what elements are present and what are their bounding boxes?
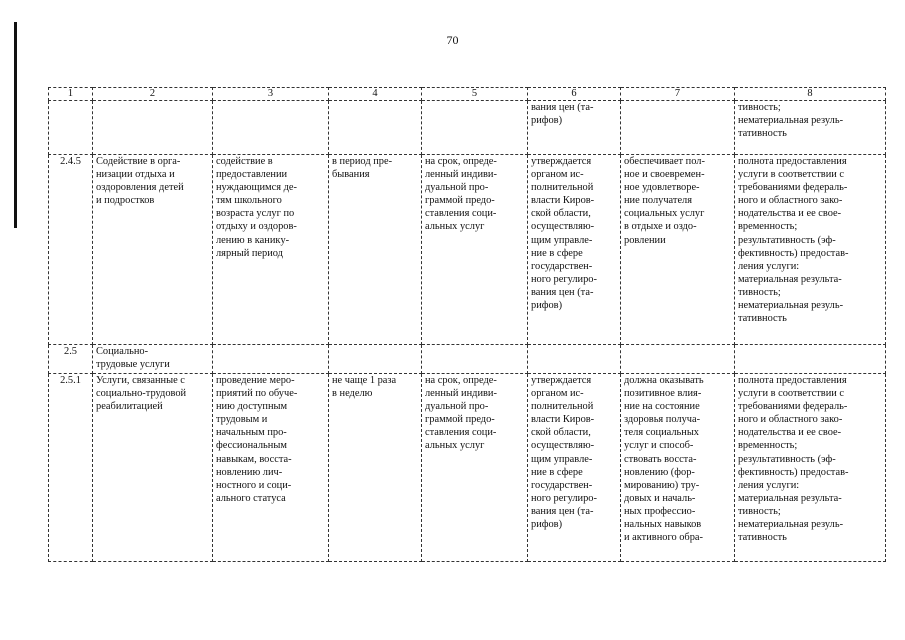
- row-number-cell: [49, 101, 93, 155]
- table-row: [49, 345, 886, 374]
- tariff-cell: вания цен (та- рифов): [528, 101, 621, 155]
- row-number-cell: 2.5.1: [49, 374, 93, 562]
- services-table: [48, 87, 886, 562]
- quality-criteria-cell: должна оказывать позитивное влия- ние на состояние здоровья получа- теля социальных услуг и способ- ствовать восста- новлению (фор- мированию) тру- довых и началь- ных профессио- нальных навыков и активного обра-: [621, 374, 735, 562]
- service-term-cell: не чаще 1 раза в неделю: [329, 374, 422, 562]
- tariff-cell: утверждается органом ис- полнительной власти Киров- ской области, осуществляю- щим управле- ние в сфере государствен- ного регулиро- вания цен (та- рифов): [528, 374, 621, 562]
- service-content-cell: проведение меро- приятий по обуче- нию доступным трудовым и начальным про- фессиональным навыкам, восста- новлению лич- ностного и соци- ального статуса: [213, 374, 329, 562]
- column-header: 3: [213, 88, 329, 101]
- procedure-cell: на срок, опреде- ленный индиви- дуальной про- граммой предо- ставления соци- альных услуг: [422, 155, 528, 345]
- service-content-cell: [213, 345, 329, 374]
- service-term-cell: [329, 345, 422, 374]
- quality-indicators-cell: полнота предоставления услуги в соответствии с требованиями федераль- ного и областного зако- нодательства и ее свое- временность; результативность (эф- фективность) предостав- ления услуги: материальная результа- тивность; нематериальная резуль- тативность: [735, 155, 886, 345]
- quality-criteria-cell: [621, 101, 735, 155]
- column-header: 2: [93, 88, 213, 101]
- row-number-cell: 2.5: [49, 345, 93, 374]
- quality-criteria-cell: [621, 345, 735, 374]
- column-header: 6: [528, 88, 621, 101]
- service-term-cell: в период пре- бывания: [329, 155, 422, 345]
- service-content-cell: содействие в предоставлении нуждающимся де- тям школьного возраста услуг по отдыху и оздоров- лению в каникy- лярный период: [213, 155, 329, 345]
- table-row: [49, 155, 886, 345]
- service-name-cell: [93, 101, 213, 155]
- column-header: 5: [422, 88, 528, 101]
- procedure-cell: на срок, опреде- ленный индиви- дуальной про- граммой предо- ставления соци- альных услуг: [422, 374, 528, 562]
- column-header: 1: [49, 88, 93, 101]
- procedure-cell: [422, 101, 528, 155]
- service-name-cell: Социально- трудовые услуги: [93, 345, 213, 374]
- table-header-row: [49, 88, 886, 101]
- service-term-cell: [329, 101, 422, 155]
- table-row: [49, 374, 886, 562]
- quality-indicators-cell: тивность; нематериальная резуль- тативность: [735, 101, 886, 155]
- table-row: [49, 101, 886, 155]
- column-header: 4: [329, 88, 422, 101]
- row-number-cell: 2.4.5: [49, 155, 93, 345]
- quality-criteria-cell: обеспечивает пол- ное и своевремен- ное удовлетворе- ние получателя социальных услуг в отдыхе и оздо- ровлении: [621, 155, 735, 345]
- service-name-cell: Содействие в орга- низации отдыха и оздоровления детей и подростков: [93, 155, 213, 345]
- service-content-cell: [213, 101, 329, 155]
- tariff-cell: [528, 345, 621, 374]
- tariff-cell: утверждается органом ис- полнительной власти Киров- ской области, осуществляю- щим управле- ние в сфере государствен- ного регулиро- вания цен (та- рифов): [528, 155, 621, 345]
- quality-indicators-cell: полнота предоставления услуги в соответствии с требованиями федераль- ного и областного зако- нодательства и ее свое- временность; результативность (эф- фективность) предостав- ления услуги: материальная результа- тивность; нематериальная резуль- тативность: [735, 374, 886, 562]
- procedure-cell: [422, 345, 528, 374]
- margin-bar: [14, 22, 17, 228]
- column-header: 8: [735, 88, 886, 101]
- column-header: 7: [621, 88, 735, 101]
- page-number: 70: [446, 33, 459, 47]
- quality-indicators-cell: [735, 345, 886, 374]
- service-name-cell: Услуги, связанные с социально-трудовой реабилитацией: [93, 374, 213, 562]
